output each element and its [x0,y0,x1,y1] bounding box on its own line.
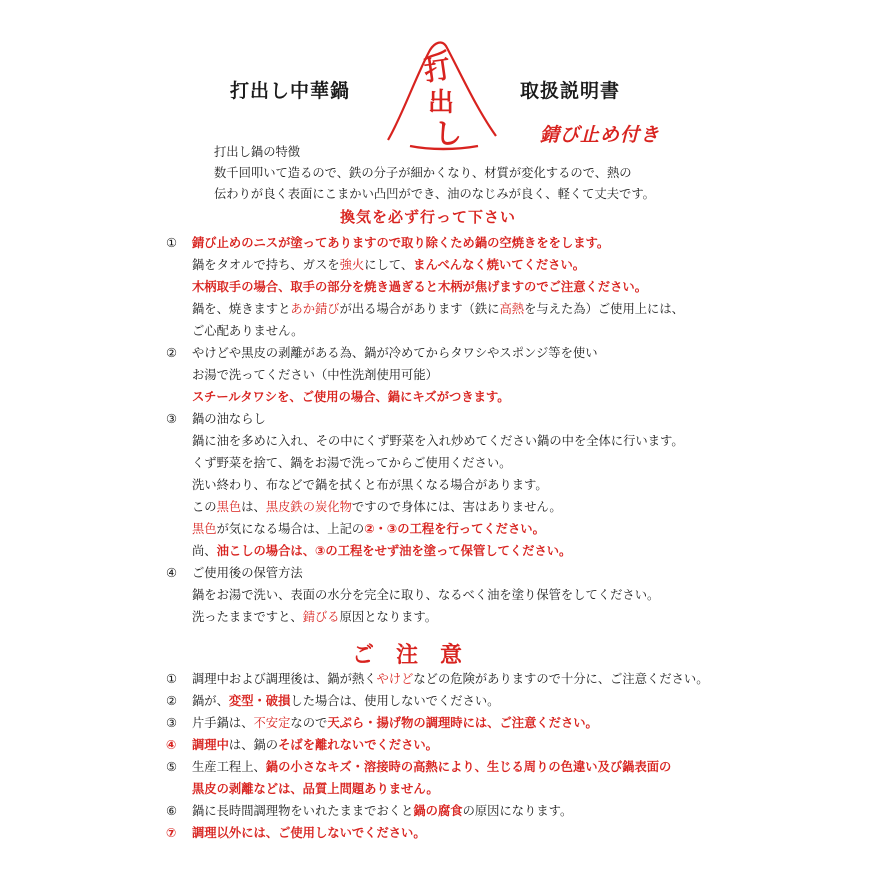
caution-5-number: ⑤ [166,760,178,774]
step-2-line-2: お湯で洗ってください（中性洗剤使用可能） [192,368,438,382]
step-4-number: ④ [166,566,178,580]
uchidashi-logo [380,36,505,154]
caution-2: 鍋が、変型・破損した場合は、使用しないでください。 [192,694,500,708]
step-1-line-2: 鍋をタオルで持ち、ガスを強火にして、まんべんなく焼いてください。 [192,258,586,272]
step-1-number: ① [166,236,178,250]
step-3-line-2: 鍋に油を多めに入れ、その中にくず野菜を入れ炒めてください鍋の中を全体に行います。 [192,434,684,448]
step-1-line-3: 木柄取手の場合、取手の部分を焼き過ぎると木柄が焦げますのでご注意ください。 [192,280,647,294]
logo-char-3: し [434,117,463,150]
step-3-line-5: この黒色は、黒皮鉄の炭化物ですので身体には、害はありません。 [192,500,562,514]
step-4-line-1: ご使用後の保管方法 [192,566,303,580]
step-2-line-3: スチールタワシを、ご使用の場合、鍋にキズがつきます。 [192,390,510,404]
caution-3-number: ③ [166,716,178,730]
subtitle: 錆び止め付き [540,124,661,146]
caution-6: 鍋に長時間調理物をいれたままでおくと鍋の腐食の原因になります。 [192,804,573,818]
caution-6-number: ⑥ [166,804,178,818]
caution-4-number: ④ [166,738,177,752]
step-1-line-4: 鍋を、焼きますとあか錆びが出る場合があります（鉄に高熱を与えた為）ご使用上には、 [192,302,684,316]
caution-5-line-1: 生産工程上、鍋の小さなキズ・溶接時の高熱により、生じる周りの色違い及び鍋表面の [192,760,672,774]
step-4-line-3: 洗ったままですと、錆びる原因となります。 [192,610,437,624]
step-3-line-6: 黒色が気になる場合は、上記の②・③の工程を行ってください。 [192,522,545,536]
caution-1-number: ① [166,672,178,686]
caution-7: 調理以外には、ご使用しないでください。 [192,826,426,840]
caution-4: 調理中は、鍋のそばを離れないでください。 [192,738,438,752]
features-line-1: 数千回叩いて造るので、鉄の分子が細かくなり、材質が変化するので、熱の [214,166,632,180]
step-3-line-7: 尚、油こしの場合は、③の工程をせず油を塗って保管してください。 [192,544,572,558]
features-heading: 打出し鍋の特徴 [214,145,301,159]
step-2-line-1: やけどや黒皮の剥離がある為、鍋が冷めてからタワシやスポンジ等を使い [192,346,598,360]
caution-1: 調理中および調理後は、鍋が熱くやけどなどの危険がありますので十分に、ご注意ください。 [192,672,709,686]
caution-7-number: ⑦ [166,826,177,840]
step-2-number: ② [166,346,178,360]
step-1-line-1: 錆び止めのニスが塗ってありますので取り除くため鍋の空焼きををします。 [192,236,610,250]
caution-5-line-2: 黒皮の剥離などは、品質上問題ありません。 [192,782,439,796]
step-3-line-3: くず野菜を捨て、鍋をお湯で洗ってからご使用ください。 [192,456,512,470]
title-left: 打出し中華鍋 [230,80,351,102]
logo-char-1: 打 [422,54,453,88]
caution-heading: ご注意 [352,643,485,668]
title-right: 取扱説明書 [520,80,621,102]
step-3-line-4: 洗い終わり、布などで鍋を拭くと布が黒くなる場合があります。 [192,478,548,492]
ventilation-heading: 換気を必ず行って下さい [340,208,517,226]
step-3-number: ③ [166,412,178,426]
caution-3: 片手鍋は、不安定なので天ぷら・揚げ物の調理時には、ご注意ください。 [192,716,598,730]
features-line-2: 伝わりが良く表面にこまかい凸凹ができ、油のなじみが良く、軽くて丈夫です。 [214,187,655,201]
step-4-line-2: 鍋をお湯で洗い、表面の水分を完全に取り、なるべく油を塗り保管をしてください。 [192,588,660,602]
caution-2-number: ② [166,694,178,708]
step-3-line-1: 鍋の油ならし [192,412,266,426]
step-1-line-5: ご心配ありません。 [192,324,304,338]
logo-char-2: 出 [428,88,455,118]
